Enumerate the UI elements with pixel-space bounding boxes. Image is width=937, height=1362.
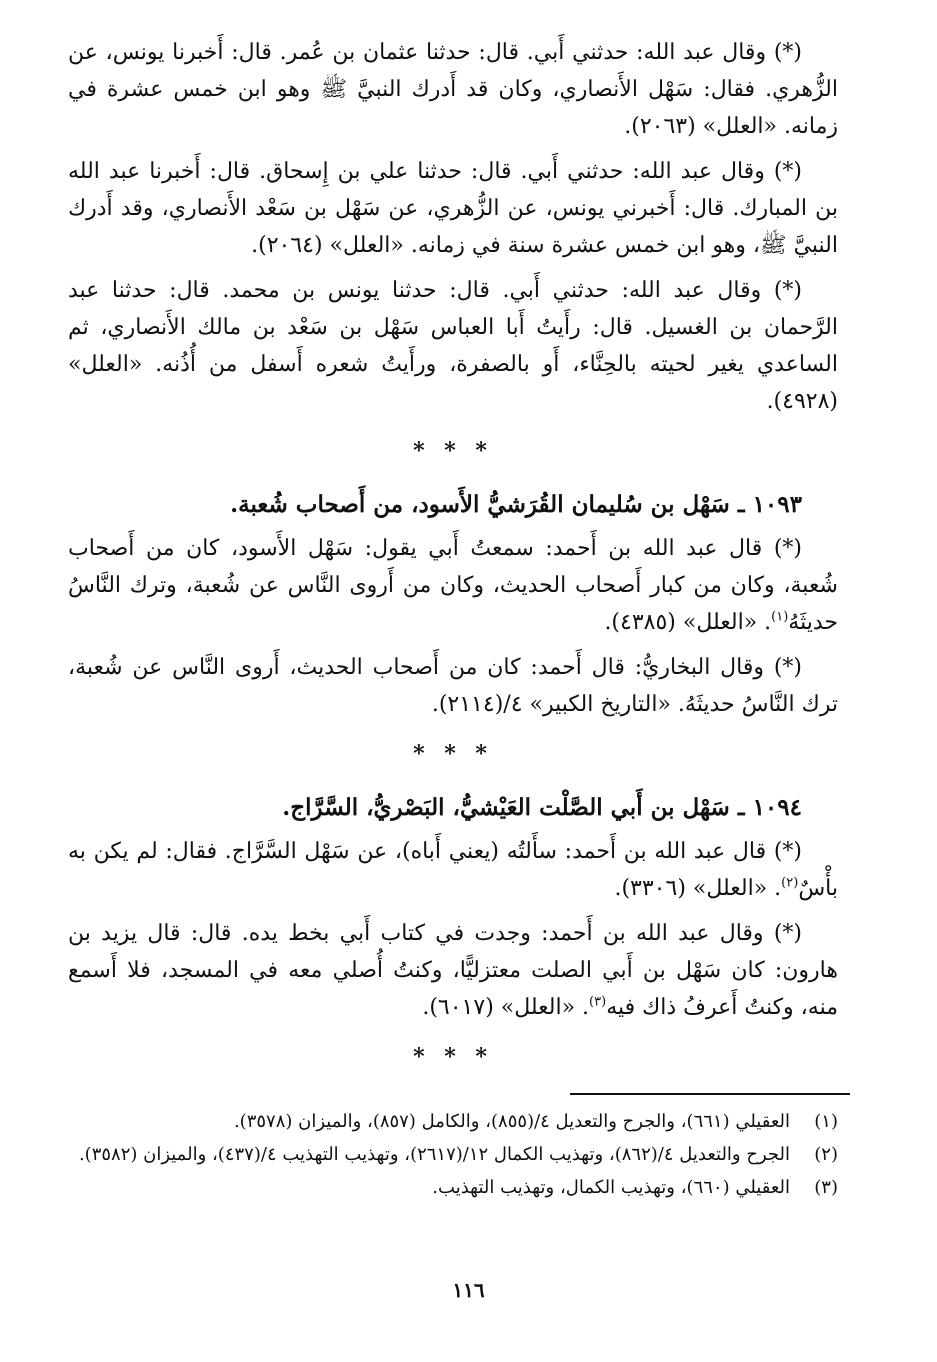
footnote-ref: (١) — [771, 609, 789, 625]
paragraph — [68, 915, 838, 1026]
footnote — [68, 1139, 838, 1170]
footnote-divider — [570, 1093, 850, 1095]
paragraph-text: (*) قال عبد الله بن أَحمد: سمعتُ أَبي يقول: سَهْل الأَسود، كان من أَصحاب شُعبة، وكان من كبار أَصحاب الحديث، وكان من أَروى النَّاس عن شُعبة، وترك النَّاسُ حديثَهُ — [68, 536, 838, 635]
section-separator: * * * — [413, 741, 493, 767]
page-number: ١١٦ — [452, 1278, 485, 1302]
footnotes — [68, 1106, 838, 1205]
footnote-text: الجرح والتعديل ٤/(٨٦٢)، وتهذيب الكمال ١٢/(٢٦١٧)، وتهذيب التهذيب ٤/(٤٣٧)، والميزان (٣٥٨٢). — [78, 1144, 790, 1165]
paragraph — [68, 530, 838, 641]
paragraph: (*) وقال عبد الله: حدثني أَبي. قال: حدثنا يونس بن محمد. قال: حدثنا عبد الرَّحمان بن الغسيل. قال: رأَيتُ أَبا العباس سَهْل بن سَعْد بن مالك الأَنصاري، ثم الساعدي يغير لحيته بالحِنَّاء، أَو بالصفرة، ورأَيتُ شعره أَسفل من أُذُنه. «العلل» (٤٩٢٨). — [68, 278, 838, 414]
entry-heading: ١٠٩٣ ـ سَهْل بن سُليمان القُرَشيُّ الأَسود، من أَصحاب شُعبة. — [230, 491, 802, 518]
paragraph: (*) وقال عبد الله: حدثني أَبي. قال: حدثنا عثمان بن عُمر. قال: أَخبرنا يونس، عن الزُّهري. فقال: سَهْل الأَنصاري، وكان قد أَدرك النبيَّ ﷺ وهو ابن خمس عشرة في زمانه. «العلل» (٢٠٦٣). — [68, 40, 838, 139]
footnote-ref: (٣) — [589, 994, 607, 1010]
paragraph-text: . «العلل» (٦٠١٧). — [422, 995, 590, 1020]
footnote — [68, 1106, 838, 1137]
footnote — [68, 1172, 838, 1203]
paragraph-text: (*) قال عبد الله بن أَحمد: سأَلتُه (يعني أَباه)، عن سَهْل السَّرَّاج. فقال: لم يكن به بأْسٌ — [68, 839, 838, 901]
footnote-ref: (٢) — [781, 875, 799, 891]
footnote-number: (٣) — [814, 1177, 838, 1198]
footnote-number: (٢) — [814, 1144, 838, 1165]
entry-heading: ١٠٩٤ ـ سَهْل بن أَبي الصَّلْت العَيْشيُّ، البَصْريُّ، السَّرَّاج. — [282, 794, 802, 821]
page-body — [68, 34, 838, 1092]
paragraph-text: . «العلل» (٣٣٠٦). — [614, 876, 782, 901]
paragraph: (*) وقال عبد الله: حدثني أَبي. قال: حدثنا علي بن إِسحاق. قال: أَخبرنا عبد الله بن المبارك. قال: أَخبرني يونس، عن الزُّهري، عن سَهْل بن سَعْد الأَنصاري، وقد أَدرك النبيَّ ﷺ، وهو ابن خمس عشرة سنة في زمانه. «العلل» (٢٠٦٤). — [68, 159, 838, 258]
footnote-text: العقيلي (٦٦٠)، وتهذيب الكمال، وتهذيب التهذيب. — [432, 1177, 790, 1198]
paragraph-text: . «العلل» (٤٣٨٥). — [604, 610, 772, 635]
paragraph: (*) وقال البخاريُّ: قال أَحمد: كان من أَصحاب الحديث، أَروى النَّاس عن شُعبة، ترك النَّاسُ حديثَهُ. «التاريخ الكبير» ٤/(٢١١٤). — [68, 655, 838, 717]
paragraph-text: (*) وقال عبد الله بن أَحمد: وجدت في كتاب أَبي بخط يده. قال: قال يزيد بن هارون: كان سَهْل بن أَبي الصلت معتزليًّا، وكنتُ أُصلي معه في المسجد، فلا أَسمع منه، وكنتُ أَعرفُ ذاك فيه — [68, 921, 838, 1020]
footnote-number: (١) — [814, 1111, 838, 1132]
section-separator: * * * — [413, 1044, 493, 1070]
paragraph — [68, 833, 838, 907]
section-separator: * * * — [413, 438, 493, 464]
footnote-text: العقيلي (٦٦١)، والجرح والتعديل ٤/(٨٥٥)، والكامل (٨٥٧)، والميزان (٣٥٧٨). — [233, 1111, 790, 1132]
